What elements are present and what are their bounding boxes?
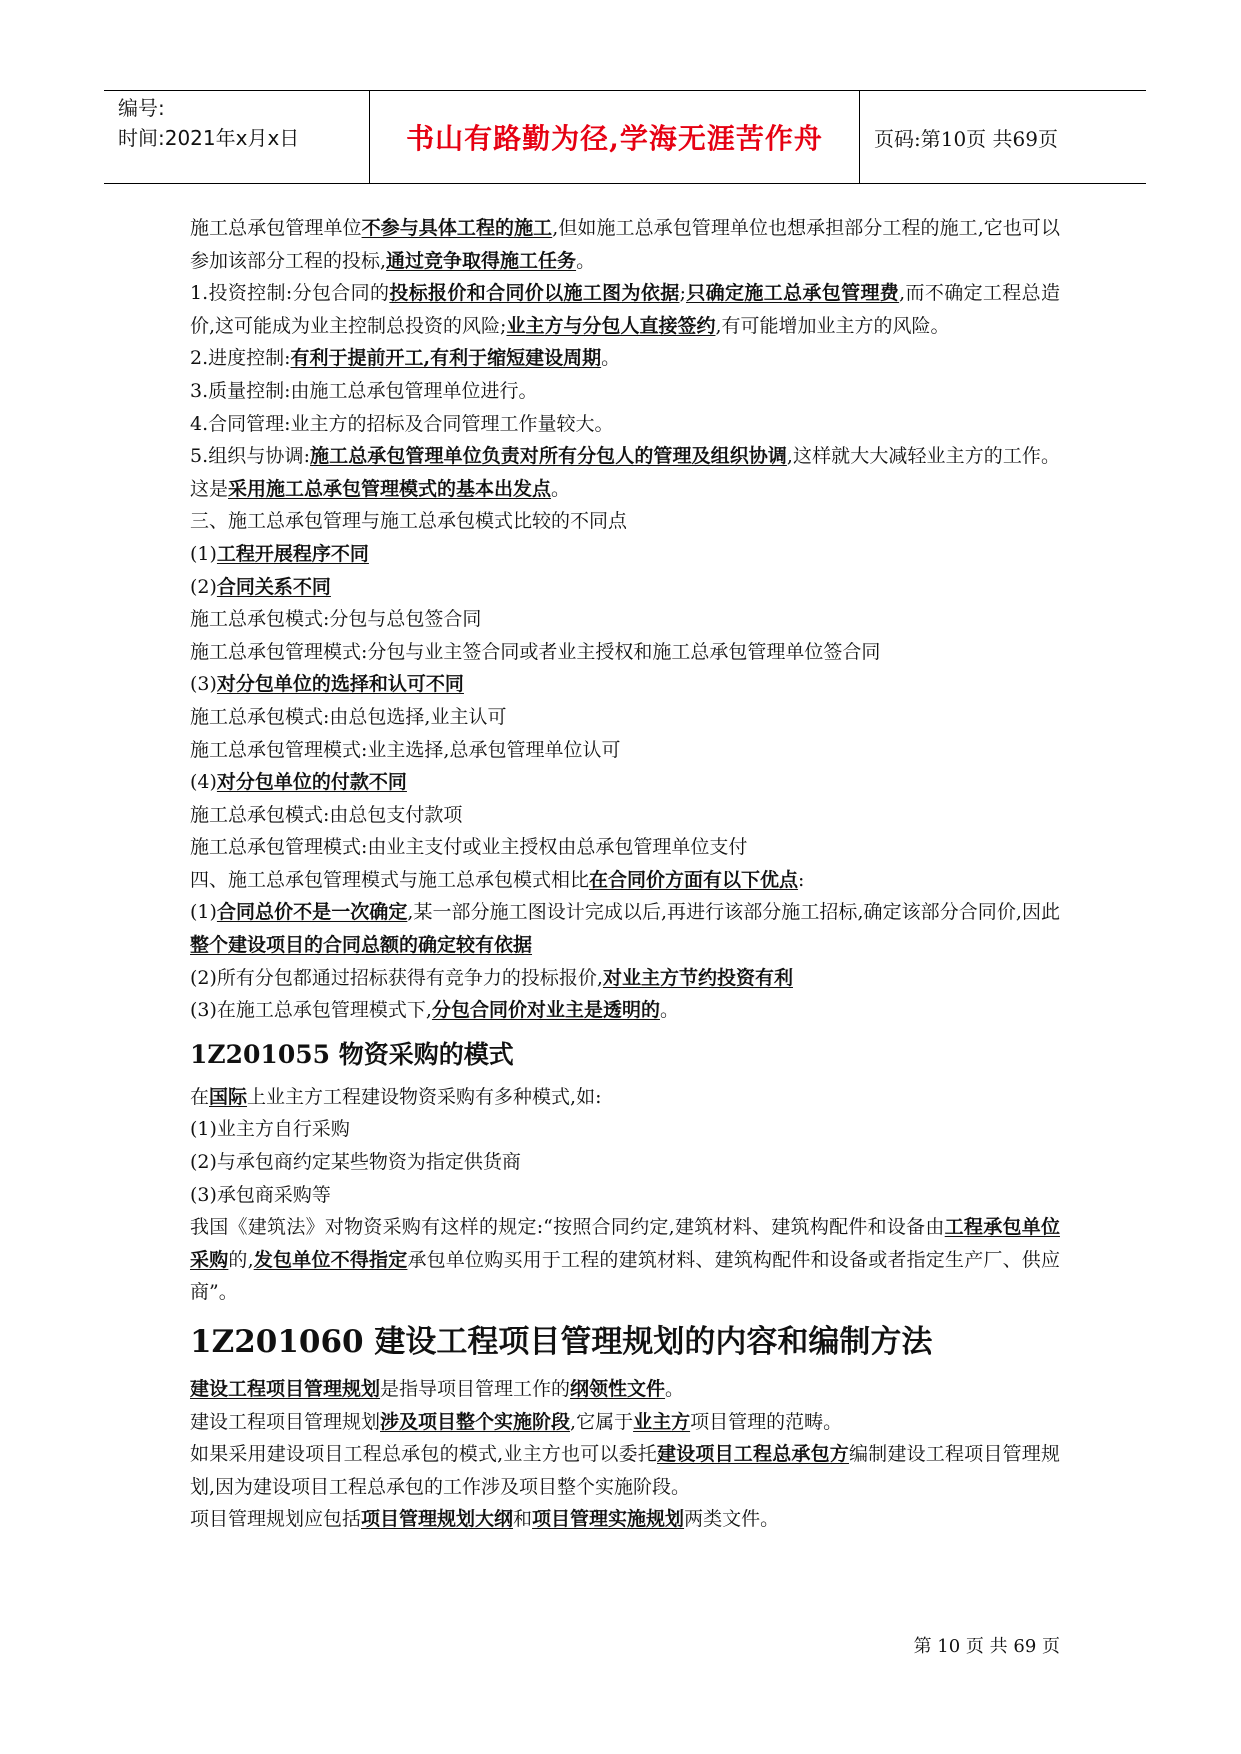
paragraph: (3)在施工总承包管理模式下,分包合同价对业主是透明的。 <box>190 999 679 1022</box>
paragraph: 施工总承包管理模式:分包与业主签合同或者业主授权和施工总承包管理单位签合同 <box>190 640 881 663</box>
paragraph: 施工总承包管理单位不参与具体工程的施工,但如施工总承包管理单位也想承担部分工程的施工,它也可以参加该部分工程的投标,通过竞争取得施工任务。 <box>190 217 1060 272</box>
paragraph: (2)合同关系不同 <box>190 575 331 598</box>
page-header <box>104 90 1146 184</box>
section-heading-1z201055: 1Z201055 物资采购的模式 <box>190 1039 514 1069</box>
paragraph: (4)对分包单位的付款不同 <box>190 771 407 794</box>
paragraph: 如果采用建设项目工程总承包的模式,业主方也可以委托建设项目工程总承包方编制建设工程项目管理规划,因为建设项目工程总承包的工作涉及项目整个实施阶段。 <box>190 1443 1060 1498</box>
paragraph: (1)合同总价不是一次确定,某一部分施工图设计完成以后,再进行该部分施工招标,确定该部分合同价,因此整个建设项目的合同总额的确定较有依据 <box>190 901 1060 957</box>
paragraph: 在国际上业主方工程建设物资采购有多种模式,如: <box>190 1085 602 1108</box>
paragraph: 施工总承包模式:由总包支付款项 <box>190 803 463 826</box>
paragraph: 4.合同管理:业主方的招标及合同管理工作量较大。 <box>190 412 614 435</box>
paragraph: 2.进度控制:有利于提前开工,有利于缩短建设周期。 <box>190 347 621 370</box>
paragraph: 我国《建筑法》对物资采购有这样的规定:“按照合同约定,建筑材料、建筑构配件和设备由工程承包单位采购的,发包单位不得指定承包单位购买用于工程的建筑材料、建筑构配件和设备或者指定生产厂、供应商”。 <box>190 1216 1060 1304</box>
header-meta-cell <box>104 91 370 183</box>
paragraph: 建设工程项目管理规划涉及项目整个实施阶段,它属于业主方项目管理的范畴。 <box>190 1410 843 1433</box>
paragraph: (3)对分包单位的选择和认可不同 <box>190 673 464 696</box>
paragraph: (2)所有分包都通过招标获得有竞争力的投标报价,对业主方节约投资有利 <box>190 966 793 989</box>
paragraph: 三、施工总承包管理与施工总承包模式比较的不同点 <box>190 510 628 533</box>
paragraph: 四、施工总承包管理模式与施工总承包模式相比在合同价方面有以下优点: <box>190 868 805 891</box>
paragraph: 施工总承包管理模式:由业主支付或业主授权由总承包管理单位支付 <box>190 836 748 859</box>
header-slogan: 书山有路勤为径,学海无涯苦作舟 <box>370 91 860 183</box>
page-footer: 第 10 页 共 69 页 <box>913 1636 1060 1657</box>
doc-number-label: 编号: <box>118 96 165 120</box>
doc-time-label: 时间:2021年x月x日 <box>118 126 300 150</box>
paragraph: 1.投资控制:分包合同的投标报价和合同价以施工图为依据;只确定施工总承包管理费,而不确定工程总造价,这可能成为业主控制总投资的风险;业主方与分包人直接签约,有可能增加业主方的风险。 <box>190 282 1060 337</box>
paragraph: (2)与承包商约定某些物资为指定供货商 <box>190 1151 521 1174</box>
paragraph: 3.质量控制:由施工总承包管理单位进行。 <box>190 379 538 402</box>
document-body <box>190 212 1060 1536</box>
paragraph: 施工总承包模式:由总包选择,业主认可 <box>190 705 507 728</box>
paragraph: (1)业主方自行采购 <box>190 1118 350 1141</box>
section-heading-1z201060: 1Z201060 建设工程项目管理规划的内容和编制方法 <box>190 1324 933 1360</box>
paragraph: 5.组织与协调:施工总承包管理单位负责对所有分包人的管理及组织协调,这样就大大减轻业主方的工作。这是采用施工总承包管理模式的基本出发点。 <box>190 445 1060 500</box>
paragraph: (3)承包商采购等 <box>190 1183 331 1206</box>
paragraph: 施工总承包管理模式:业主选择,总承包管理单位认可 <box>190 738 621 761</box>
paragraph: 项目管理规划应包括项目管理规划大纲和项目管理实施规划两类文件。 <box>190 1508 780 1531</box>
paragraph: 施工总承包模式:分包与总包签合同 <box>190 608 482 631</box>
paragraph: (1)工程开展程序不同 <box>190 542 369 565</box>
paragraph: 建设工程项目管理规划是指导项目管理工作的纲领性文件。 <box>190 1378 685 1400</box>
header-page-info: 页码:第10页 共69页 <box>874 126 1058 151</box>
